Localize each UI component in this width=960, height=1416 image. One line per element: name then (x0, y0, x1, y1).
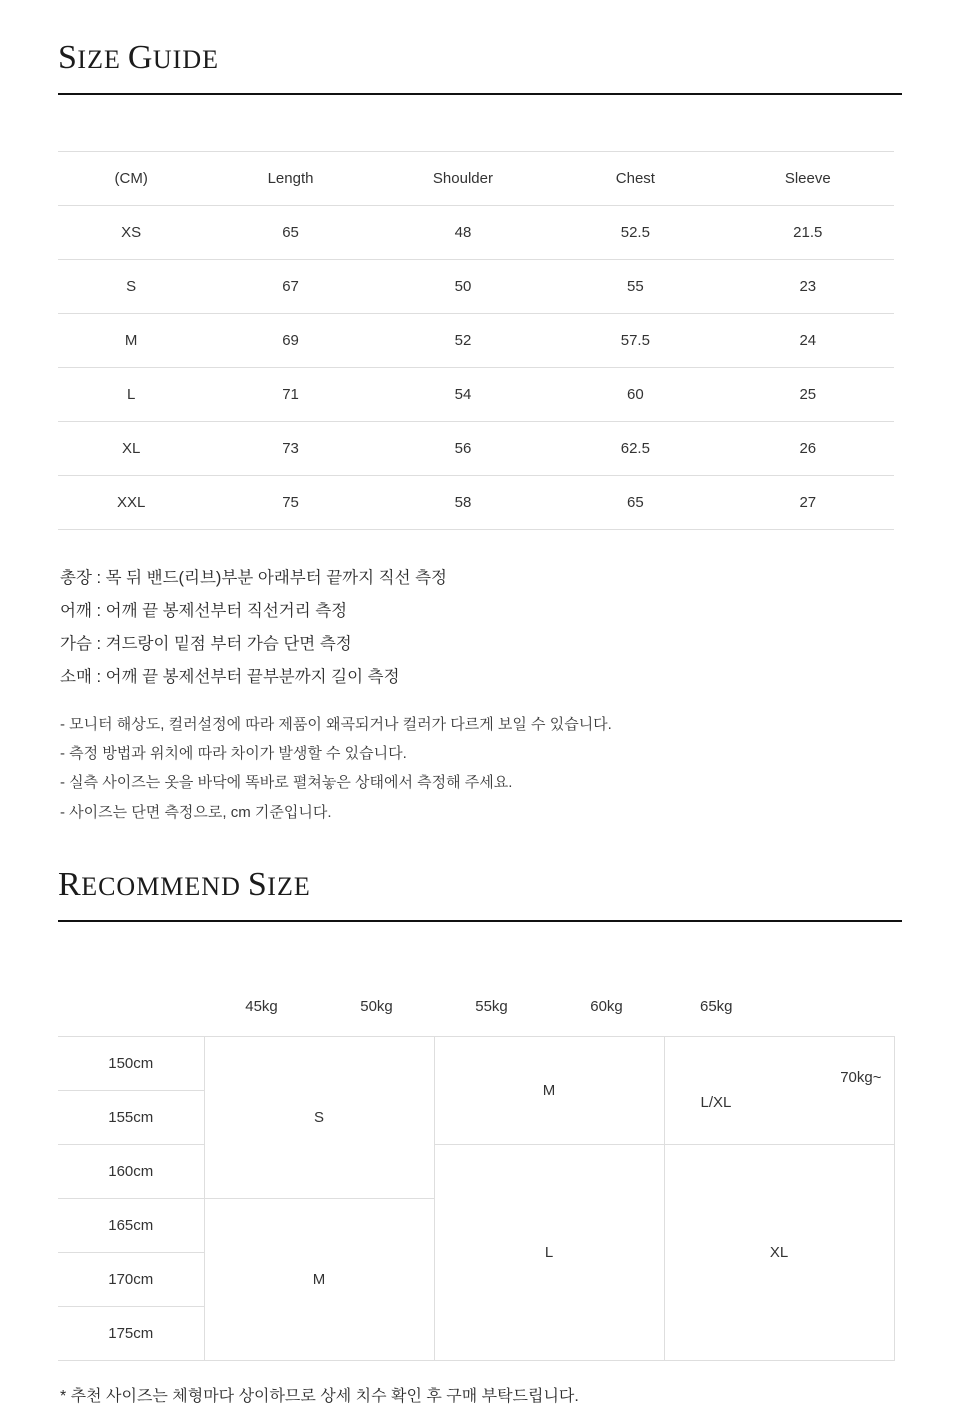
cell-sleeve: 26 (722, 421, 894, 475)
cell-shoulder: 58 (377, 475, 549, 529)
cell-shoulder: 50 (377, 259, 549, 313)
weight-header-60kg: 60kg (549, 978, 664, 1037)
weight-header-50kg: 50kg (319, 978, 434, 1037)
cell-chest: 57.5 (549, 313, 721, 367)
measurement-notes (58, 562, 902, 694)
recommend-footnote: * 추천 사이즈는 체형마다 상이하므로 상세 치수 확인 후 구매 부탁드립니다. (60, 1387, 579, 1405)
title-divider (58, 93, 902, 95)
row-size-label: XS (58, 205, 204, 259)
cell-chest: 55 (549, 259, 721, 313)
recommend-cell-xl: XL (664, 1144, 894, 1360)
recommend-label-over70: 70kg~ (840, 1069, 882, 1087)
cell-shoulder: 56 (377, 421, 549, 475)
cell-chest: 60 (549, 367, 721, 421)
column-header-length: Length (204, 151, 376, 205)
cell-shoulder: 48 (377, 205, 549, 259)
weight-header-45kg: 45kg (204, 978, 319, 1037)
height-label-165cm: 165cm (58, 1198, 204, 1252)
height-label-160cm: 160cm (58, 1144, 204, 1198)
cell-length: 75 (204, 475, 376, 529)
recommend-cell-m-upper: M (434, 1036, 664, 1144)
cell-shoulder: 52 (377, 313, 549, 367)
recommend-row-160cm (58, 1144, 894, 1198)
column-header-unit: (CM) (58, 151, 204, 205)
row-size-label: M (58, 313, 204, 367)
row-size-label: L (58, 367, 204, 421)
cell-chest: 65 (549, 475, 721, 529)
column-header-shoulder: Shoulder (377, 151, 549, 205)
cell-sleeve: 27 (722, 475, 894, 529)
table-row (58, 313, 894, 367)
page-title: SIZE GUIDE (58, 39, 219, 76)
recommend-cell-lxl (664, 1036, 894, 1144)
weight-header-65kg: 65kg (664, 978, 894, 1037)
row-size-label: XXL (58, 475, 204, 529)
size-guide-table (58, 151, 894, 530)
recommend-cell-l: L (434, 1144, 664, 1360)
recommend-row-150cm (58, 1036, 894, 1090)
table-row (58, 259, 894, 313)
cell-sleeve: 24 (722, 313, 894, 367)
measurement-note-shoulder: 어깨 : 어깨 끝 봉제선부터 직선거리 측정 (60, 601, 348, 620)
table-row (58, 475, 894, 529)
cell-length: 69 (204, 313, 376, 367)
caution-note-monitor: - 모니터 해상도, 컬러설정에 따라 제품이 왜곡되거나 컬러가 다르게 보일 수 있습니다. (60, 715, 612, 733)
caution-note-unit: - 사이즈는 단면 측정으로, cm 기준입니다. (60, 803, 332, 821)
cell-length: 65 (204, 205, 376, 259)
recommend-size-table (58, 978, 895, 1361)
cell-chest: 52.5 (549, 205, 721, 259)
cell-sleeve: 25 (722, 367, 894, 421)
cell-length: 73 (204, 421, 376, 475)
caution-note-flat: - 실측 사이즈는 옷을 바닥에 똑바로 펼쳐놓은 상태에서 측정해 주세요. (60, 774, 513, 792)
size-guide-table-wrap (58, 151, 902, 530)
measurement-note-chest: 가슴 : 겨드랑이 밑점 부터 가슴 단면 측정 (60, 634, 352, 653)
recommend-header-row (58, 978, 894, 1037)
table-row (58, 367, 894, 421)
measurement-note-sleeve: 소매 : 어깨 끝 봉제선부터 끝부분까지 길이 측정 (60, 667, 400, 686)
recommend-label-lxl: L/XL (700, 1094, 732, 1112)
height-label-170cm: 170cm (58, 1252, 204, 1306)
caution-note-method: - 측정 방법과 위치에 따라 차이가 발생할 수 있습니다. (60, 745, 407, 763)
cell-sleeve: 23 (722, 259, 894, 313)
recommend-corner-cell (58, 978, 204, 1037)
measurement-note-length: 총장 : 목 뒤 밴드(리브)부분 아래부터 끝까지 직선 측정 (60, 568, 447, 587)
recommend-size-title: RECOMMEND SIZE (58, 865, 311, 903)
recommend-table-wrap (58, 978, 902, 1361)
column-header-sleeve: Sleeve (722, 151, 894, 205)
column-header-chest: Chest (549, 151, 721, 205)
row-size-label: XL (58, 421, 204, 475)
height-label-155cm: 155cm (58, 1090, 204, 1144)
row-size-label: S (58, 259, 204, 313)
recommend-cell-s: S (204, 1036, 434, 1198)
cell-length: 71 (204, 367, 376, 421)
cell-shoulder: 54 (377, 367, 549, 421)
caution-notes (58, 710, 902, 827)
weight-header-55kg: 55kg (434, 978, 549, 1037)
table-header-row (58, 151, 894, 205)
table-row (58, 421, 894, 475)
cell-length: 67 (204, 259, 376, 313)
cell-sleeve: 21.5 (722, 205, 894, 259)
recommend-title-divider (58, 920, 902, 922)
recommend-cell-m-lower: M (204, 1198, 434, 1360)
cell-chest: 62.5 (549, 421, 721, 475)
height-label-150cm: 150cm (58, 1036, 204, 1090)
height-label-175cm: 175cm (58, 1306, 204, 1360)
table-row (58, 205, 894, 259)
